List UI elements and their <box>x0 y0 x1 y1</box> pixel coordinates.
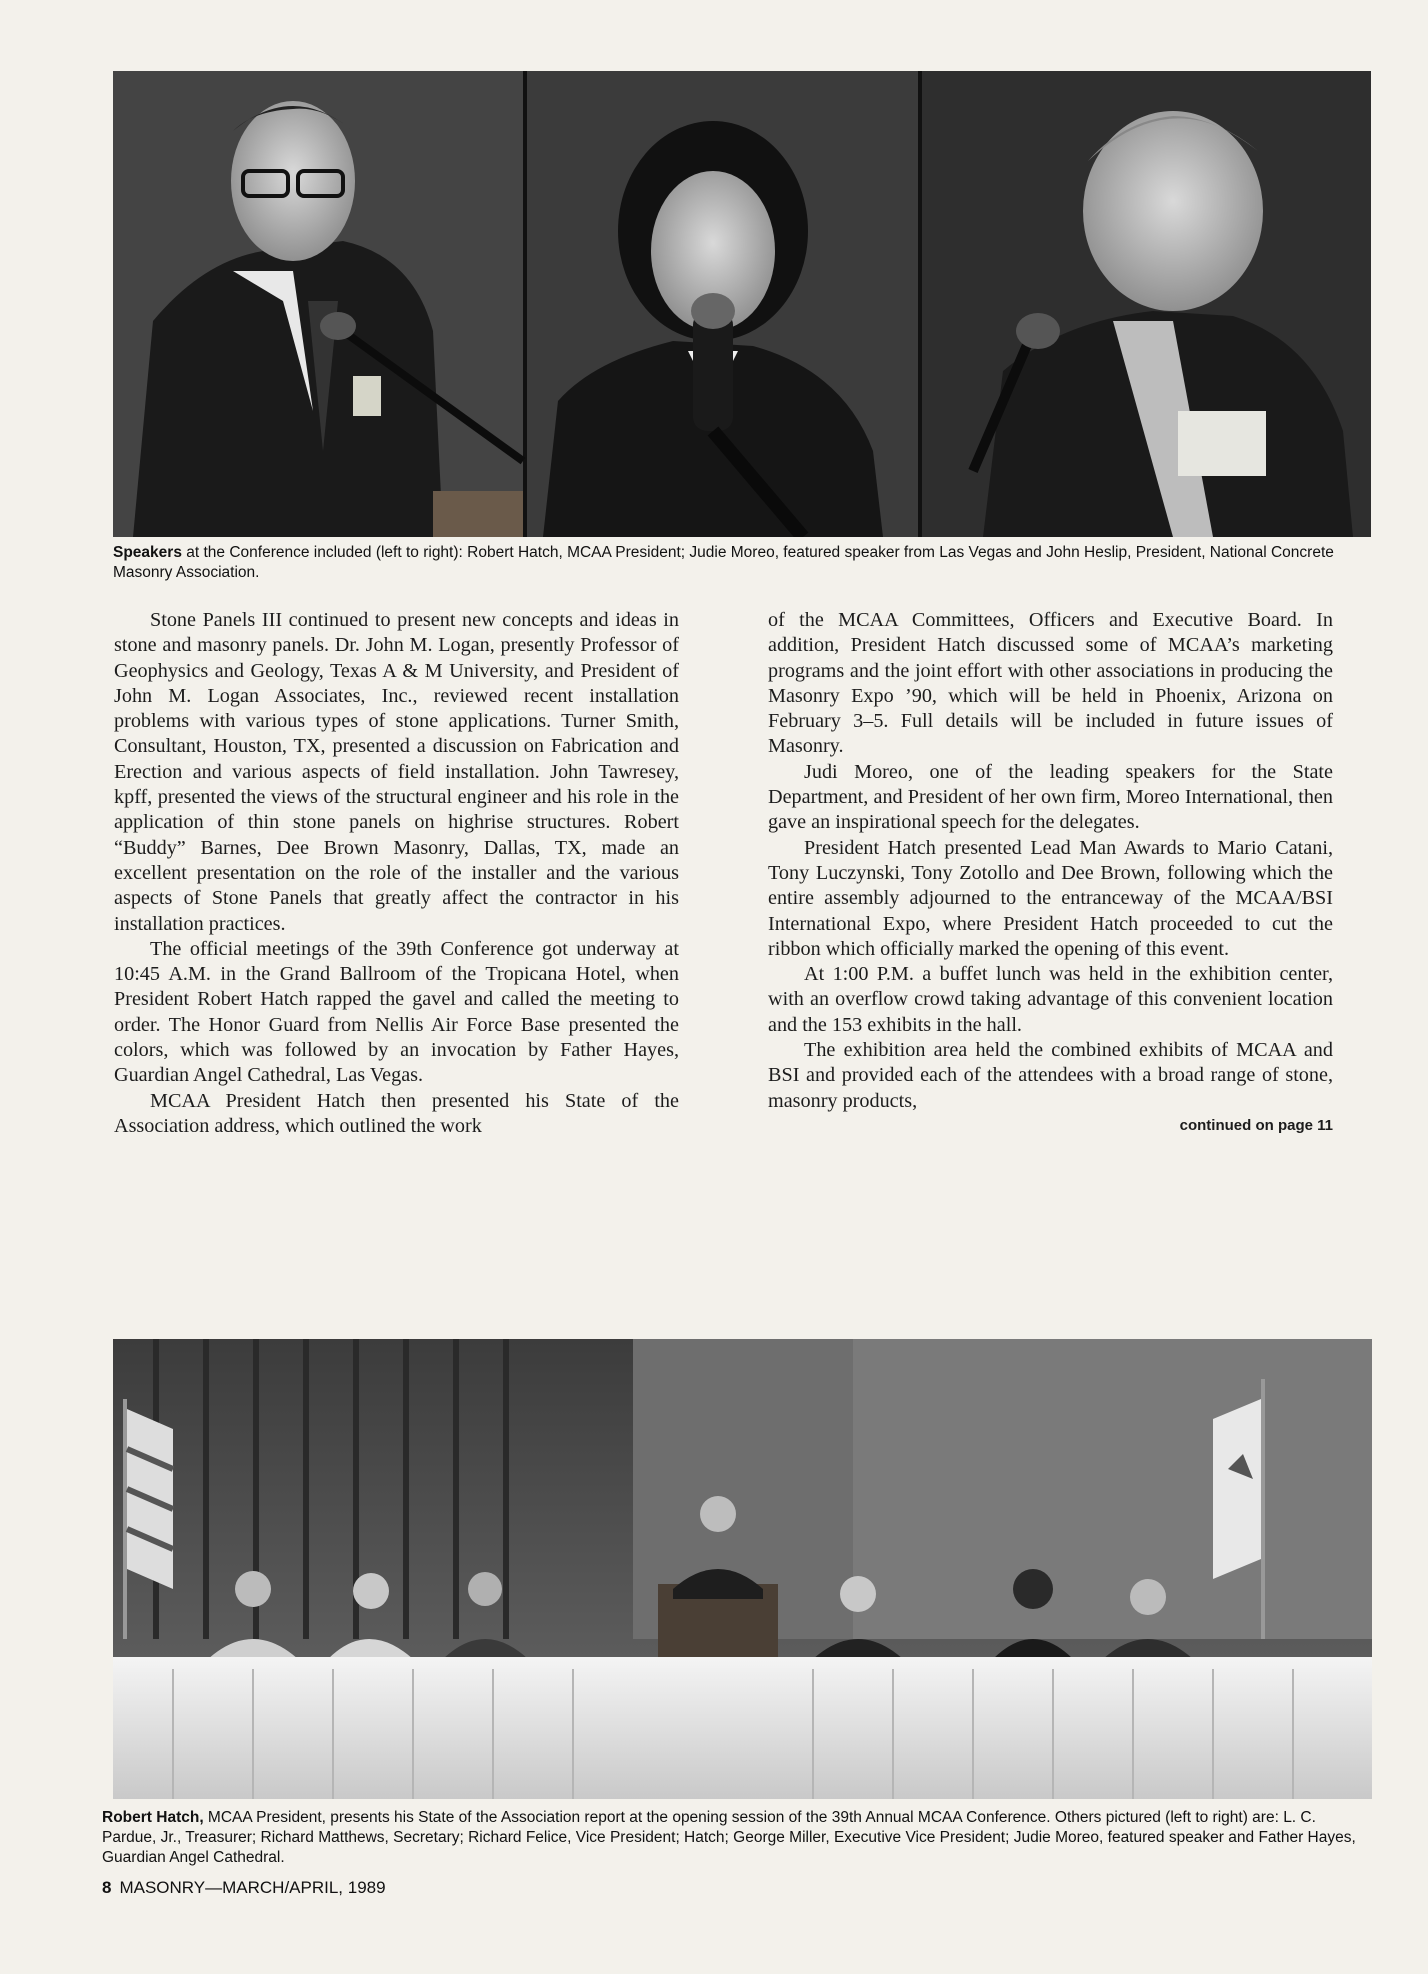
continued-note: continued on page 11 <box>1179 1116 1333 1134</box>
caption-lead: Robert Hatch, <box>102 1809 204 1826</box>
paragraph: Judi Moreo, one of the leading speakers for the State Department, and President of her own firm, Moreo International, then gave an inspirational speech for the delegates. <box>768 760 1333 834</box>
paragraph: The official meetings of the 39th Conference got underway at 10:45 A.M. in the Grand Ballroom of the Tropicana Hotel, when President Robert Hatch rapped the gavel and called the meeting to order. The Honor Guard from Nellis Air Force Base presented the colors, which was followed by an invocation by Father Hayes, Guardian Angel Cathedral, Las Vegas. <box>114 937 679 1087</box>
paragraph: The exhibition area held the combined exhibits of MCAA and BSI and provided each of the attendees with a broad range of stone, masonry products, <box>768 1039 1333 1112</box>
paragraph: President Hatch presented Lead Man Awards to Mario Catani, Tony Luczynski, Tony Zotollo and Dee Brown, following which the entire assembly adjourned to the entranceway of the MCAA/BSI International Expo, where President Hatch proceeded to cut the ribbon which officially marked the opening of this event. <box>768 836 1333 960</box>
paragraph: MCAA President Hatch then presented his State of the Association address, which outlined the work <box>114 1089 679 1137</box>
page-number: 8 <box>102 1878 112 1897</box>
top-photo-caption <box>113 543 1373 583</box>
bottom-photo <box>113 1339 1372 1799</box>
top-photo <box>113 71 1371 537</box>
caption-lead: Speakers <box>113 544 182 561</box>
paragraph: Stone Panels III continued to present new concepts and ideas in stone and masonry panels. Dr. John M. Logan, presently Professor of Geophysics and Geology, Texas A & M University, and President of John M. Logan Associates, Inc., reviewed recent installation problems with various types of stone applications. Turner Smith, Consultant, Houston, TX, presented a discussion on Fabrication and Erection and various aspects of field installation. John Tawresey, kpff, presented the views of the structural engineer and his role in the application of thin stone panels on highrise structures. Robert “Buddy” Barnes, Dee Brown Masonry, Dallas, TX, made an excellent presentation on the role of the installer and the various aspects of Stone Panels that greatly affect the contractor in his installation practices. <box>114 609 679 935</box>
bottom-photo-caption <box>102 1808 1372 1868</box>
page-footer <box>102 1878 386 1898</box>
paragraph: At 1:00 P.M. a buffet lunch was held in the exhibition center, with an overflow crowd taking advantage of this convenient location and the 153 exhibits in the hall. <box>768 963 1333 1036</box>
article-right-column <box>768 608 1333 1137</box>
publication-line: MASONRY—MARCH/APRIL, 1989 <box>119 1878 386 1897</box>
caption-text: at the Conference included (left to right): Robert Hatch, MCAA President; Judie Moreo, featured speaker from Las Vegas and John Heslip, President, National Concrete Masonry Association. <box>113 544 1334 581</box>
article-left-column <box>114 608 679 1139</box>
caption-text: MCAA President, presents his State of the Association report at the opening session of the 39th Annual MCAA Conference. Others pictured (left to right) are: L. C. Pardue, Jr., Treasurer; Richard Matthews, Secretary; Richard Felice, Vice President; Hatch; George Miller, Executive Vice President; Judie Moreo, featured speaker and Father Hayes, Guardian Angel Cathedral. <box>102 1809 1356 1866</box>
paragraph: of the MCAA Committees, Officers and Executive Board. In addition, President Hatch discussed some of MCAA’s marketing programs and the joint effort with other associations in producing the Masonry Expo ’90, which will be held in Phoenix, Arizona on February 3–5. Full details will be included in future issues of Masonry. <box>768 609 1333 758</box>
